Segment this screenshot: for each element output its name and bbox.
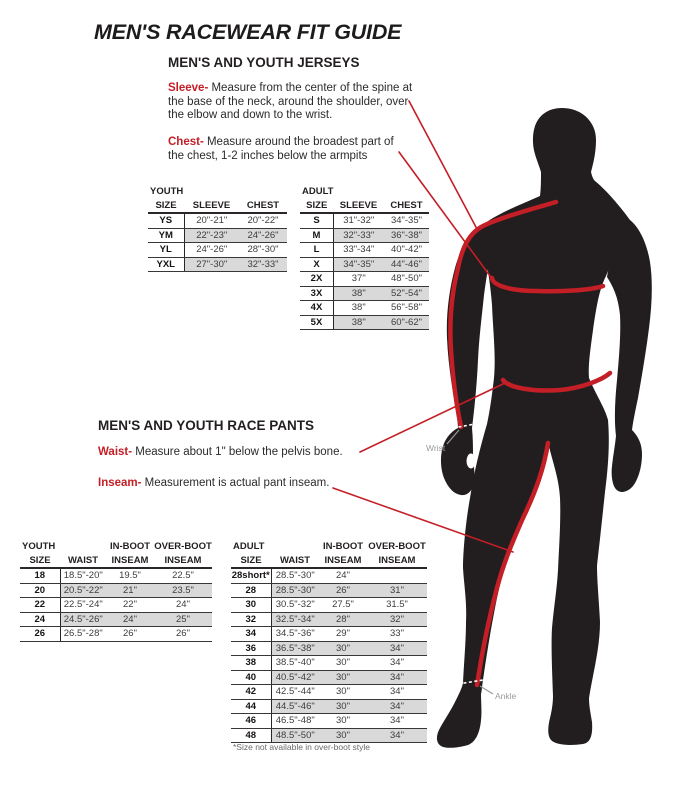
value-cell: 29" [319, 627, 367, 642]
table-row [300, 301, 429, 316]
value-cell: 38.5"-40" [271, 656, 319, 671]
value-cell: 37" [333, 272, 383, 287]
value-cell: 34"-35" [383, 213, 429, 228]
value-cell: 24" [106, 612, 154, 627]
value-cell: 30" [319, 714, 367, 729]
table-group-row [300, 185, 429, 199]
table-group-label: ADULT [302, 186, 334, 197]
value-cell: 20.5"-22" [60, 583, 106, 598]
size-cell: 46 [231, 714, 271, 729]
value-cell [367, 568, 427, 583]
inseam-instruction [98, 477, 329, 491]
value-cell: 22" [106, 598, 154, 613]
value-cell: 40.5"-42" [271, 670, 319, 685]
value-cell: 30" [319, 728, 367, 743]
size-cell: 18 [20, 568, 60, 583]
value-cell: 30" [319, 699, 367, 714]
value-cell: 18.5"-20" [60, 568, 106, 583]
table-group-label: IN-BOOT [109, 541, 151, 552]
column-header: SIZE [231, 554, 271, 569]
table-group-row [148, 185, 287, 199]
table-row [20, 612, 212, 627]
size-cell: 3X [300, 286, 333, 301]
value-cell: 38" [333, 315, 383, 330]
value-cell: 34"-35" [333, 257, 383, 272]
chest-instruction [168, 136, 402, 163]
table-row [300, 315, 429, 330]
column-header: INSEAM [319, 554, 367, 569]
size-cell: 24 [20, 612, 60, 627]
value-cell: 26.5"-28" [60, 627, 106, 642]
value-cell: 25" [154, 612, 212, 627]
table-group-label: OVER-BOOT [154, 541, 212, 552]
table-row [20, 568, 212, 583]
value-cell: 23.5" [154, 583, 212, 598]
value-cell: 26" [154, 627, 212, 642]
column-header: SIZE [20, 554, 60, 569]
column-header: INSEAM [367, 554, 427, 569]
value-cell: 20"-22" [239, 213, 287, 228]
column-header: INSEAM [106, 554, 154, 569]
table-row [300, 286, 429, 301]
chest-text: Measure around the broadest part of the chest, 1-2 inches below the armpits [168, 136, 394, 162]
size-cell: 48 [231, 728, 271, 743]
value-cell: 28.5"-30" [271, 568, 319, 583]
value-cell: 22.5" [154, 568, 212, 583]
table-row [231, 699, 427, 714]
sleeve-text: Measure from the center of the spine at the base of the neck, around the shoulder, over the elbow and down to the wrist. [168, 82, 413, 121]
value-cell: 42.5"-44" [271, 685, 319, 700]
table-row [231, 728, 427, 743]
ankle-label: Ankle [495, 691, 517, 701]
size-cell: 5X [300, 315, 333, 330]
table-group-label: YOUTH [22, 541, 56, 552]
value-cell: 34" [367, 685, 427, 700]
size-table [300, 185, 429, 330]
adult-jerseys-table [300, 185, 429, 330]
table-row [148, 228, 287, 243]
left-fist-gap [467, 454, 476, 469]
size-cell: 28short* [231, 570, 270, 581]
table-group-row [20, 540, 212, 554]
value-cell: 24.5"-26" [60, 612, 106, 627]
column-header: CHEST [239, 199, 287, 214]
table-row [20, 627, 212, 642]
size-cell: 34 [231, 627, 271, 642]
value-cell: 34" [367, 714, 427, 729]
table-row [300, 243, 429, 258]
size-cell: 40 [231, 670, 271, 685]
size-cell: 42 [231, 685, 271, 700]
table-row [231, 568, 427, 583]
size-cell: X [300, 257, 333, 272]
value-cell: 26" [319, 583, 367, 598]
value-cell: 34" [367, 728, 427, 743]
waist-instruction [98, 446, 343, 460]
value-cell: 34.5"-36" [271, 627, 319, 642]
size-cell: L [300, 243, 333, 258]
value-cell: 27.5" [319, 598, 367, 613]
value-cell: 32" [367, 612, 427, 627]
value-cell: 36.5"-38" [271, 641, 319, 656]
table-group-label: YOUTH [150, 186, 184, 197]
value-cell: 56"-58" [383, 301, 429, 316]
value-cell: 30" [319, 670, 367, 685]
size-cell: 38 [231, 656, 271, 671]
value-cell: 48"-50" [383, 272, 429, 287]
column-header: WAIST [271, 554, 319, 569]
table-row [231, 685, 427, 700]
jerseys-section-heading: MEN'S AND YOUTH JERSEYS [168, 55, 360, 70]
table-group-label: ADULT [233, 541, 265, 552]
value-cell: 24" [319, 568, 367, 583]
value-cell: 44.5"-46" [271, 699, 319, 714]
table-group-label: IN-BOOT [322, 541, 364, 552]
table-header-row [20, 554, 212, 569]
value-cell: 26" [106, 627, 154, 642]
value-cell: 30" [319, 641, 367, 656]
column-header: SLEEVE [184, 199, 239, 214]
value-cell: 52"-54" [383, 286, 429, 301]
size-cell: 28 [231, 583, 271, 598]
table-group-label [239, 185, 287, 199]
size-cell: YS [148, 213, 184, 228]
table-row [300, 257, 429, 272]
value-cell: 21" [106, 583, 154, 598]
value-cell: 32"-33" [333, 228, 383, 243]
size-cell: 26 [20, 627, 60, 642]
value-cell: 32"-33" [239, 257, 287, 272]
value-cell: 24" [154, 598, 212, 613]
value-cell: 33"-34" [333, 243, 383, 258]
size-cell: 36 [231, 641, 271, 656]
table-row [231, 598, 427, 613]
adult-pants-table [231, 540, 427, 743]
table-row [300, 228, 429, 243]
waist-text: Measure about 1" below the pelvis bone. [132, 446, 343, 458]
value-cell: 34" [367, 656, 427, 671]
waist-term: Waist- [98, 446, 133, 458]
ankle-pointer-line [480, 686, 493, 694]
youth-jerseys-table [148, 185, 287, 272]
value-cell: 40"-42" [383, 243, 429, 258]
table-group-label [60, 540, 106, 554]
value-cell: 34" [367, 670, 427, 685]
table-row [231, 670, 427, 685]
table-group-row [231, 540, 427, 554]
value-cell: 36"-38" [383, 228, 429, 243]
value-cell: 22.5"-24" [60, 598, 106, 613]
sleeve-term: Sleeve- [168, 82, 209, 94]
table-group-label: OVER-BOOT [368, 541, 426, 552]
value-cell: 24"-26" [239, 228, 287, 243]
value-cell: 31.5" [367, 598, 427, 613]
size-table [231, 540, 427, 743]
table-group-label [383, 185, 429, 199]
table-row [300, 213, 429, 228]
size-table [20, 540, 212, 642]
column-header: SLEEVE [333, 199, 383, 214]
size-cell: M [300, 228, 333, 243]
wrist-label: Wrist [426, 443, 446, 453]
value-cell: 33" [367, 627, 427, 642]
value-cell: 48.5"-50" [271, 728, 319, 743]
size-table [148, 185, 287, 272]
value-cell: 30" [319, 685, 367, 700]
table-header-row [300, 199, 429, 214]
value-cell: 44"-46" [383, 257, 429, 272]
value-cell: 19.5" [106, 568, 154, 583]
page-title: MEN'S RACEWEAR FIT GUIDE [94, 20, 402, 44]
table-row [148, 213, 287, 228]
pants-section-heading: MEN'S AND YOUTH RACE PANTS [98, 418, 314, 433]
value-cell: 30.5"-32" [271, 598, 319, 613]
table-row [300, 272, 429, 287]
value-cell: 28" [319, 612, 367, 627]
value-cell: 20"-21" [184, 213, 239, 228]
table-group-label [184, 185, 239, 199]
inseam-text: Measurement is actual pant inseam. [141, 477, 330, 489]
value-cell: 27"-30" [184, 257, 239, 272]
column-header: SIZE [300, 199, 333, 214]
table-header-row [148, 199, 287, 214]
size-cell: 44 [231, 699, 271, 714]
table-row [231, 656, 427, 671]
table-row [20, 598, 212, 613]
value-cell: 24"-26" [184, 243, 239, 258]
value-cell: 28"-30" [239, 243, 287, 258]
value-cell: 34" [367, 699, 427, 714]
value-cell: 28.5"-30" [271, 583, 319, 598]
table-row [148, 243, 287, 258]
size-cell: 20 [20, 583, 60, 598]
table-row [20, 583, 212, 598]
right-arm-silhouette [607, 220, 652, 492]
value-cell: 46.5"-48" [271, 714, 319, 729]
table-row [231, 714, 427, 729]
column-header: INSEAM [154, 554, 212, 569]
size-cell: 30 [231, 598, 271, 613]
value-cell: 38" [333, 286, 383, 301]
size-cell: YM [148, 228, 184, 243]
size-cell: 2X [300, 272, 333, 287]
value-cell: 60"-62" [383, 315, 429, 330]
size-footnote: *Size not available in over-boot style [233, 742, 371, 752]
table-header-row [231, 554, 427, 569]
table-row [231, 583, 427, 598]
table-group-label [271, 540, 319, 554]
size-cell: YXL [148, 257, 184, 272]
size-cell: YL [148, 243, 184, 258]
size-cell: S [300, 213, 333, 228]
table-row [231, 627, 427, 642]
value-cell: 30" [319, 656, 367, 671]
sleeve-instruction [168, 82, 420, 123]
youth-pants-table [20, 540, 212, 642]
value-cell: 31" [367, 583, 427, 598]
value-cell: 32.5"-34" [271, 612, 319, 627]
size-cell: 22 [20, 598, 60, 613]
value-cell: 22"-23" [184, 228, 239, 243]
table-row [231, 641, 427, 656]
table-row [148, 257, 287, 272]
size-cell: 32 [231, 612, 271, 627]
size-cell: 4X [300, 301, 333, 316]
table-row [231, 612, 427, 627]
value-cell: 31"-32" [333, 213, 383, 228]
inseam-term: Inseam- [98, 477, 142, 489]
chest-term: Chest- [168, 136, 204, 148]
column-header: CHEST [383, 199, 429, 214]
table-group-label [333, 185, 383, 199]
value-cell: 38" [333, 301, 383, 316]
value-cell: 34" [367, 641, 427, 656]
column-header: SIZE [148, 199, 184, 214]
column-header: WAIST [60, 554, 106, 569]
